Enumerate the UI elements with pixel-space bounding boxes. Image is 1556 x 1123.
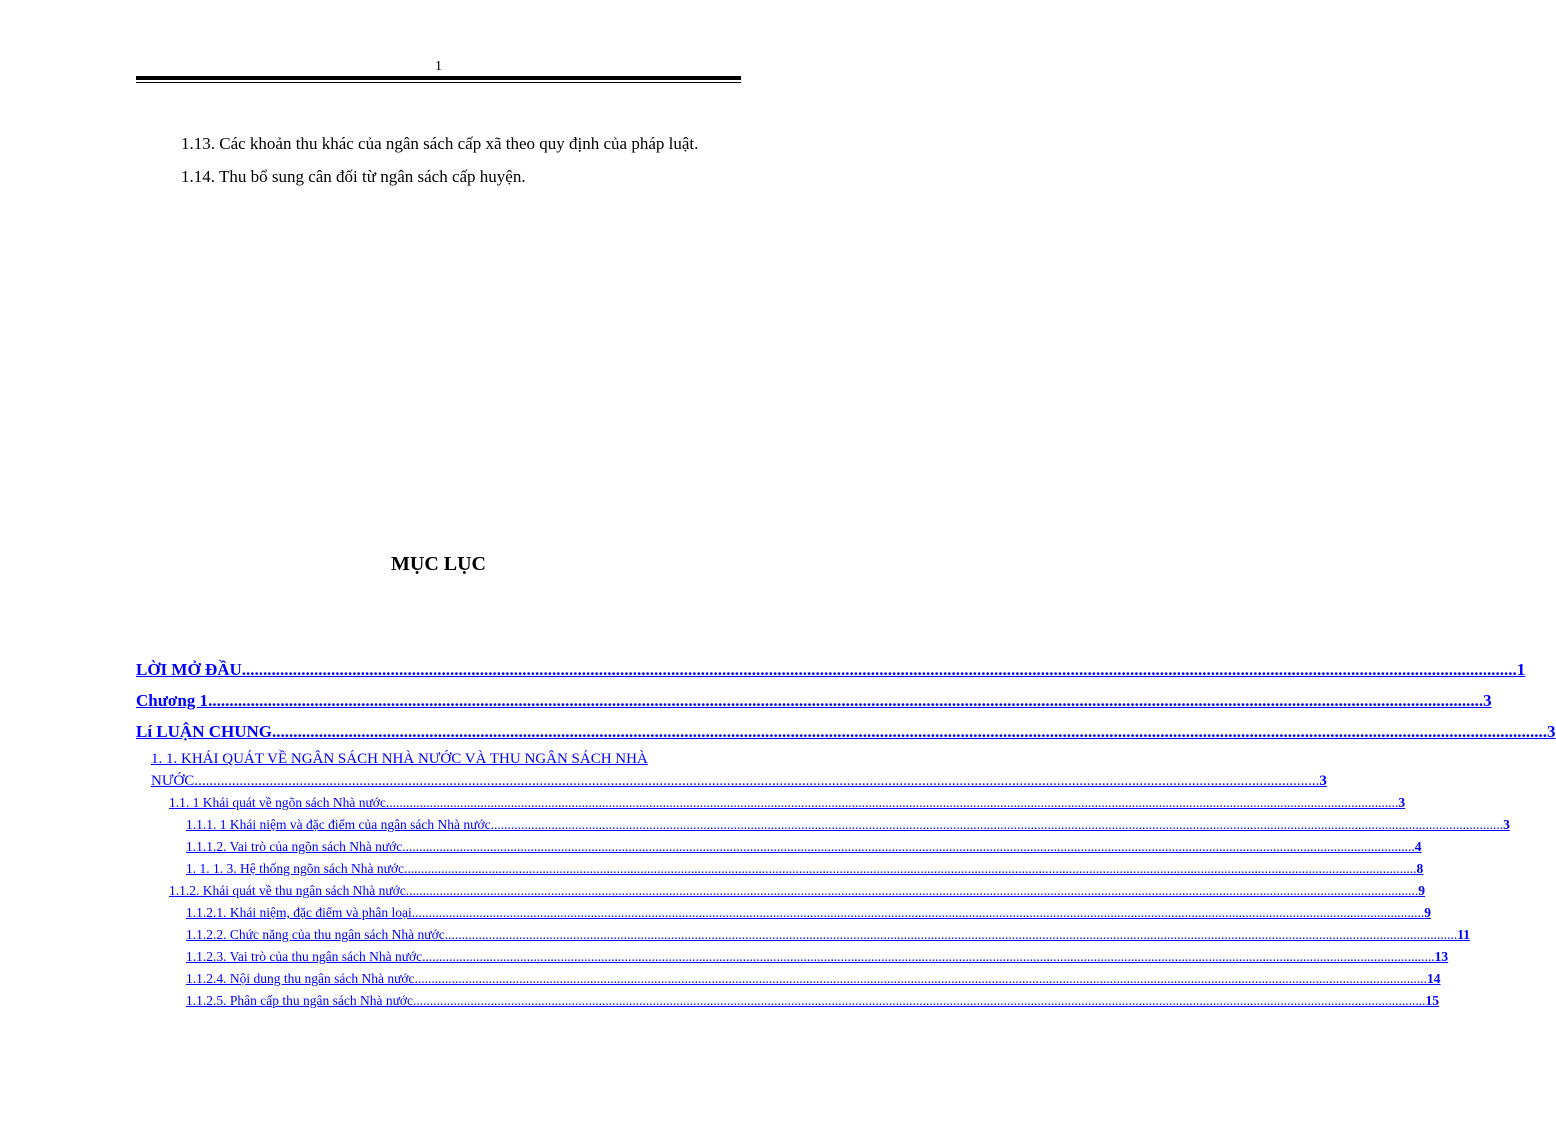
toc-entry-label: Lí LUẬN CHUNG [136, 722, 273, 741]
toc-entry-page: 11 [1457, 927, 1470, 942]
toc-entry-label: LỜI MỞ ĐẦU [136, 660, 242, 679]
toc-entry-1-1-1[interactable] [136, 792, 1406, 814]
toc-entry-1-1-2-2[interactable] [136, 924, 1470, 946]
toc-entry-loi-mo-dau[interactable] [136, 659, 1526, 680]
toc-entry-1-1-2-1[interactable] [136, 902, 1431, 924]
toc-entry-label-line-2: NƯỚC [151, 773, 195, 789]
toc-entry-label: 1.1.2.3. Vai trò của thu ngân sách Nhà nước [186, 949, 423, 964]
toc-leader-dots: ............................................................................................................................................................................................................................................................................................................ [404, 861, 1417, 876]
toc-leader-dots: ............................................................................................................................................................................................................................................................................................................ [405, 883, 1419, 898]
body-text [136, 128, 741, 192]
toc-entry-page: 8 [1416, 861, 1424, 876]
toc-entry-label: 1.1.1.2. Vai trò của ngõn sách Nhà nước [186, 839, 403, 854]
toc-entry-1-1-1-2[interactable] [136, 836, 1422, 858]
toc-entry-page: 4 [1414, 839, 1422, 854]
toc-entry-1-1-2-3[interactable] [136, 946, 1449, 968]
toc-entry-page: 3 [1483, 691, 1492, 710]
toc-entry-khai-quat-nsnn[interactable] [136, 748, 1327, 792]
toc-entry-label: 1.1.2.2. Chức năng của thu ngân sách Nhà nước [186, 927, 445, 942]
toc-entry-page: 13 [1434, 949, 1449, 964]
toc-entry-label: Chương 1 [136, 691, 209, 710]
toc-entry-label: 1.1.2.5. Phân cấp thu ngân sách Nhà nước [186, 993, 414, 1008]
toc-entry-page: 3 [1398, 795, 1406, 810]
toc-entry-label: 1.1.1. 1 Khái niệm và đặc điểm của ngân sách Nhà nước [186, 817, 491, 832]
paragraph-1-14: 1.14. Thu bổ sung cân đối từ ngân sách cấp huyện. [181, 167, 526, 186]
toc-leader-dots: ............................................................................................................................................................................................................................................................................................................ [413, 993, 1426, 1008]
toc-title: MỤC LỤC [391, 553, 486, 575]
table-of-contents [136, 659, 1556, 1012]
toc-entry-label: 1.1.2. Khái quát về thu ngân sách Nhà nước [169, 883, 406, 898]
toc-entry-page: 3 [1503, 817, 1510, 832]
toc-entry-1-1-2-5[interactable] [136, 990, 1440, 1012]
toc-entry-label-line-1: 1. 1. KHÁI QUÁT VỀ NGÂN SÁCH NHÀ NƯỚC VÀ THU NGÂN SÁCH NHÀ [151, 751, 648, 767]
toc-leader-dots: ............................................................................................................................................................................................................................................................................................................ [414, 971, 1428, 986]
page-number: 1 [435, 59, 442, 74]
toc-entry-1-1-1-3[interactable] [136, 858, 1424, 880]
toc-entry-1-1-2-4[interactable] [136, 968, 1441, 990]
toc-entry-li-luan-chung[interactable] [136, 721, 1556, 742]
toc-entry-page: 15 [1425, 993, 1440, 1008]
toc-entry-1-1-2[interactable] [136, 880, 1426, 902]
toc-entry-label: 1.1. 1 Khái quát về ngõn sách Nhà nước [169, 795, 386, 810]
toc-entry-page: 3 [1319, 773, 1327, 789]
toc-entry-page: 9 [1424, 905, 1431, 920]
toc-entry-page: 14 [1427, 971, 1441, 986]
toc-entry-page: 9 [1418, 883, 1426, 898]
toc-entry-label: 1. 1. 1. 3. Hệ thống ngõn sách Nhà nước [186, 861, 405, 876]
toc-leader-dots: ............................................................................................................................................................................................................................................................................................................ [444, 927, 1458, 942]
paragraph-1-13: 1.13. Các khoản thu khác của ngân sách cấp xã theo quy định của pháp luật. [181, 134, 699, 153]
toc-entry-page: 3 [1547, 722, 1556, 741]
toc-leader-dots: ............................................................................................................................................................................................................................................................................................................ [272, 722, 1548, 741]
toc-entry-chuong-1[interactable] [136, 690, 1492, 711]
toc-leader-dots: ............................................................................................................................................................................................................................................................................................................ [208, 691, 1484, 710]
toc-leader-dots: ............................................................................................................................................................................................................................................................................................................ [385, 795, 1399, 810]
toc-leader-dots: ............................................................................................................................................................................................................................................................................................................ [241, 660, 1517, 679]
toc-leader-dots: ............................................................................................................................................................................................................................................................................................................ [422, 949, 1435, 964]
toc-entry-second-line [151, 770, 1327, 792]
header-rule-thin [136, 82, 741, 83]
toc-entry-label: 1.1.2.4. Nội dung thu ngân sách Nhà nước [186, 971, 415, 986]
toc-leader-dots: ............................................................................................................................................................................................................................................................................................................ [490, 817, 1504, 832]
toc-entry-page: 1 [1516, 660, 1526, 679]
toc-entry-label: 1.1.2.1. Khái niệm, đặc điểm và phân loại [186, 905, 412, 920]
toc-entry-1-1-1-1[interactable] [136, 814, 1510, 836]
toc-leader-dots: ............................................................................................................................................................................................................................................................................................................ [402, 839, 1415, 854]
toc-leader-dots: ............................................................................................................................................................................................................................................................................................................ [411, 905, 1425, 920]
header-rule-thick [136, 76, 741, 80]
toc-leader-dots: ............................................................................................................................................................................................................................................................................................................ [194, 773, 1320, 789]
